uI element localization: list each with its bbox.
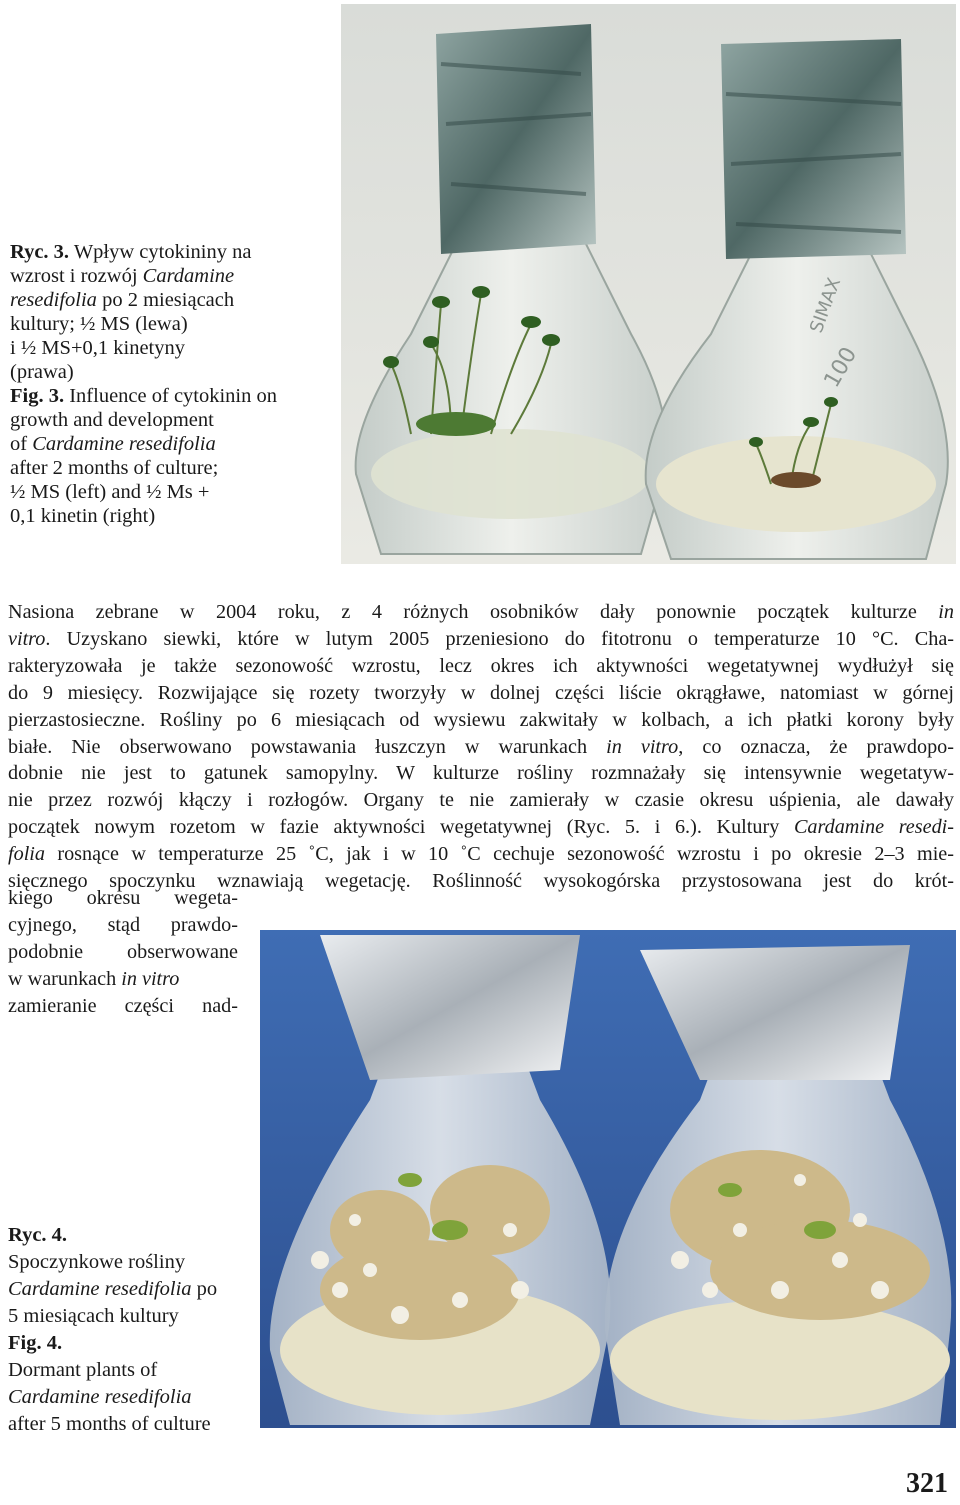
body-paragraph (8, 599, 954, 895)
caption-line: of Cardamine resedifolia (10, 433, 216, 455)
caption-line: (prawa) (10, 361, 74, 383)
caption-line: Ryc. 3. Wpływ cytokininy na (10, 241, 252, 263)
body-line: pierzastosieczne. Rośliny po 6 miesiącach od wysiewu zakwitały w kolbach, a ich płatki korony były (8, 708, 954, 731)
body-line: w warunkach in vitro (8, 967, 180, 990)
figure-4-photo (260, 930, 956, 1428)
caption-line: Cardamine resedifolia (8, 1386, 192, 1408)
body-line: podobnie obserwowane (8, 940, 238, 963)
body-line: kiego okresu wegeta- (8, 887, 238, 909)
caption-line: 0,1 kinetin (right) (10, 505, 156, 527)
body-line: do 9 miesięcy. Rozwijające się rozety tworzyły w dolnej części liście okrągławe, natomiast w górnej (8, 681, 954, 704)
caption-line: Cardamine resedifolia po (8, 1278, 218, 1300)
body-line: nie przez rozwój kłączy i rozłogów. Organy te nie zamierały w czasie okresu uśpienia, ale dawały (8, 789, 954, 812)
figure-3-illustration (341, 4, 956, 564)
figure-4-caption (8, 1222, 258, 1438)
body-line: początek nowym rozetom w fazie aktywności wegetatywnej (Ryc. 5. i 6.). Kultury Cardamine resedi- (8, 816, 954, 839)
figure-3-caption (10, 240, 335, 528)
caption-line: ½ MS (left) and ½ Ms + (10, 481, 210, 503)
caption-line: after 5 months of culture (8, 1413, 211, 1435)
page-number: 321 (906, 1468, 948, 1499)
body-line: Nasiona zebrane w 2004 roku, z 4 różnych osobników dały ponownie początek kulturze in (8, 601, 954, 623)
body-line: sięcznego spoczynku wznawiają wegetację. Roślinność wysokogórska przystosowana jest do krót- (8, 870, 954, 893)
caption-line: resedifolia po 2 miesiącach (10, 289, 235, 311)
body-line: białe. Nie obserwowano powstawania łuszczyn w warunkach in vitro, co oznacza, że prawdopo- (8, 735, 954, 758)
body-line: vitro. Uzyskano siewki, które w lutym 2005 przeniesiono do fitotronu o temperaturze 10 °C. Cha- (8, 627, 954, 650)
body-line: dobnie nie jest to gatunek samopylny. W kulturze rośliny rozmnażały się intensywnie wegetatyw- (8, 762, 954, 785)
flask-mark-simax: SIMAX (805, 275, 846, 336)
caption-line: Fig. 4. (8, 1332, 63, 1354)
caption-line: Ryc. 4. (8, 1224, 68, 1246)
caption-line: kultury; ½ MS (lewa) (10, 313, 188, 335)
caption-line: 5 miesiącach kultury (8, 1305, 179, 1327)
body-paragraph-narrow (8, 885, 238, 1020)
figure-4-illustration (260, 930, 956, 1428)
caption-line: after 2 months of culture; (10, 457, 219, 479)
caption-line: wzrost i rozwój Cardamine (10, 265, 235, 287)
caption-line: Dormant plants of (8, 1359, 158, 1381)
body-line: zamieranie części nad- (8, 994, 238, 1017)
flask-mark-volume: 100 (819, 343, 863, 392)
figure-3-photo (341, 4, 956, 564)
body-line: folia rosnące w temperaturze 25 ˚C, jak i w 10 ˚C cechuje sezonowość wzrostu i po okresie 2–3 mie- (8, 843, 954, 866)
body-line: cyjnego, stąd prawdo- (8, 913, 238, 936)
caption-line: i ½ MS+0,1 kinetyny (10, 337, 186, 359)
caption-line: Spoczynkowe rośliny (8, 1251, 186, 1273)
body-line: rakteryzowała je także sezonowość wzrostu, lecz okres ich aktywności wegetatywnej wydłużył się (8, 654, 954, 677)
caption-line: Fig. 3. Influence of cytokinin on (10, 385, 278, 407)
caption-line: growth and development (10, 409, 214, 431)
